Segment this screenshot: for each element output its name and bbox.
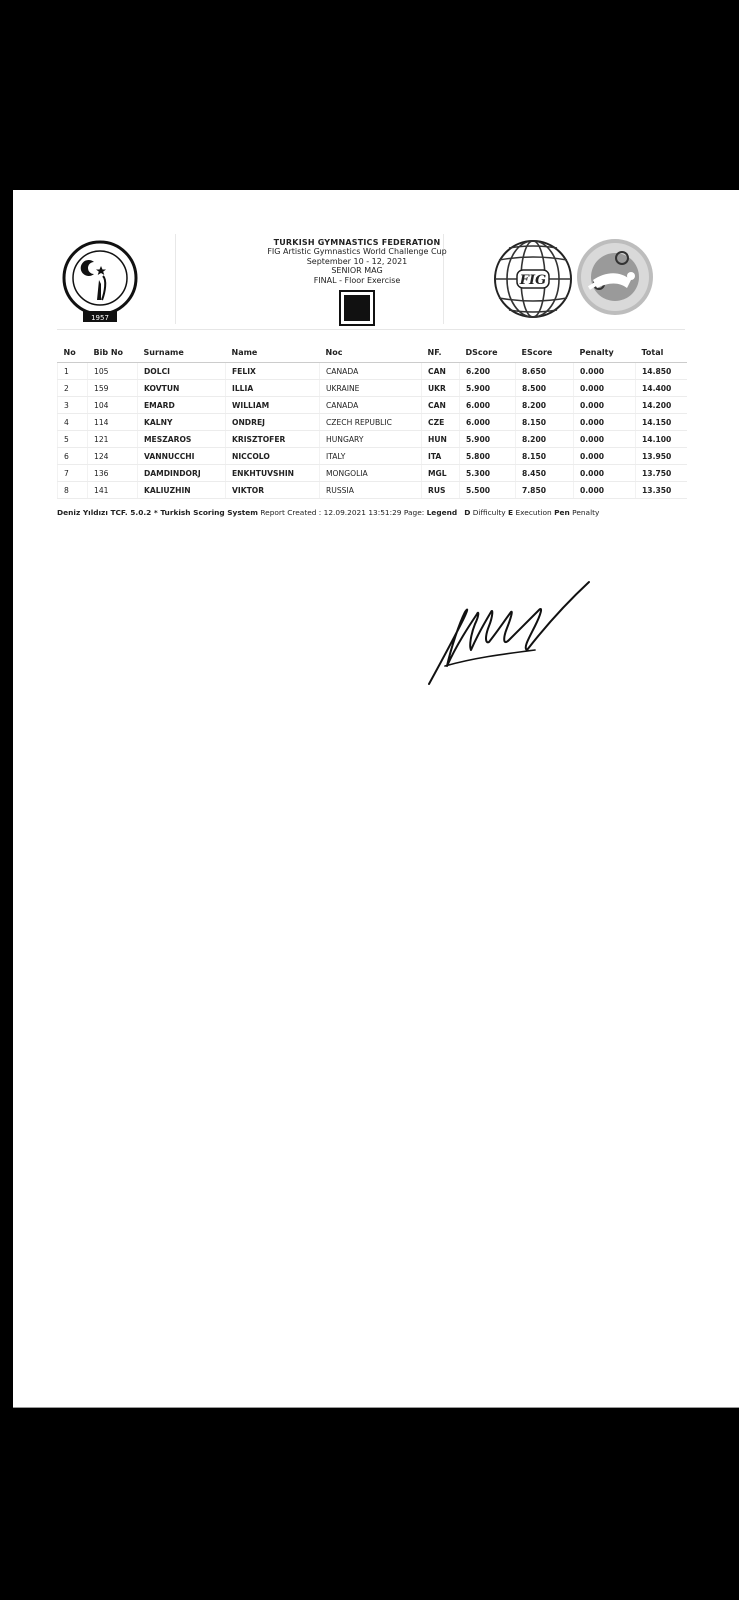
nf-cell: UKR (422, 380, 460, 397)
noc-cell: UKRAINE (320, 380, 422, 397)
bib-cell: 159 (88, 380, 138, 397)
rank-cell: 7 (58, 465, 88, 482)
table-row (58, 448, 688, 465)
nf-cell: HUN (422, 431, 460, 448)
name-cell: ILLIA (226, 380, 320, 397)
nf-cell: RUS (422, 482, 460, 499)
surname-cell: DAMDINDORJ (138, 465, 226, 482)
table-row (58, 431, 688, 448)
bib-cell: 114 (88, 414, 138, 431)
dscore-cell: 5.300 (460, 465, 516, 482)
escore-cell: 8.200 (516, 397, 574, 414)
penalty-cell: 0.000 (574, 363, 636, 380)
column-header: DScore (460, 342, 516, 363)
total-cell: 13.950 (636, 448, 688, 465)
rank-cell: 3 (58, 397, 88, 414)
dscore-cell: 5.800 (460, 448, 516, 465)
escore-cell: 8.150 (516, 414, 574, 431)
escore-cell: 8.200 (516, 431, 574, 448)
legend-pen-text: Penalty (569, 508, 600, 517)
table-row (58, 414, 688, 431)
rank-cell: 5 (58, 431, 88, 448)
column-header: Total (636, 342, 688, 363)
surname-cell: VANNUCCHI (138, 448, 226, 465)
bib-cell: 104 (88, 397, 138, 414)
event-round: FINAL - Floor Exercise (313, 275, 401, 285)
legend-d-text: Difficulty (470, 508, 509, 517)
apparatus-icon (339, 290, 375, 326)
bib-cell: 124 (88, 448, 138, 465)
bib-cell: 105 (88, 363, 138, 380)
penalty-cell: 0.000 (574, 482, 636, 499)
total-cell: 14.850 (636, 363, 688, 380)
total-cell: 13.350 (636, 482, 688, 499)
turkish-federation-logo (61, 240, 139, 324)
table-row (58, 380, 688, 397)
handwritten-signature (423, 570, 593, 690)
dscore-cell: 6.200 (460, 363, 516, 380)
surname-cell: DOLCI (138, 363, 226, 380)
logo-year: 1957 (91, 314, 109, 322)
legend-label: Legend (426, 508, 458, 517)
total-cell: 14.100 (636, 431, 688, 448)
fig-globe-logo (493, 238, 573, 320)
table-header-row (58, 342, 688, 363)
name-cell: WILLIAM (226, 397, 320, 414)
escore-cell: 8.150 (516, 448, 574, 465)
escore-cell: 8.650 (516, 363, 574, 380)
name-cell: ONDREJ (226, 414, 320, 431)
federation-title: TURKISH GYMNASTICS FEDERATION (273, 238, 441, 247)
nf-cell: ITA (422, 448, 460, 465)
column-header: Noc (320, 342, 422, 363)
document-header (57, 234, 685, 330)
dscore-cell: 5.500 (460, 482, 516, 499)
noc-cell: CANADA (320, 397, 422, 414)
surname-cell: EMARD (138, 397, 226, 414)
nf-cell: MGL (422, 465, 460, 482)
event-dates: September 10 - 12, 2021 (306, 256, 408, 266)
column-header: EScore (516, 342, 574, 363)
rank-cell: 6 (58, 448, 88, 465)
surname-cell: KALIUZHIN (138, 482, 226, 499)
legend-d-abbr: D (464, 508, 471, 517)
noc-cell: RUSSIA (320, 482, 422, 499)
noc-cell: HUNGARY (320, 431, 422, 448)
legend-pen-abbr: Pen (554, 508, 570, 517)
event-name: FIG Artistic Gymnastics World Challenge Cup (267, 247, 447, 256)
report-footer (57, 508, 599, 517)
noc-cell: ITALY (320, 448, 422, 465)
name-cell: NICCOLO (226, 448, 320, 465)
table-row (58, 397, 688, 414)
table-row (58, 363, 688, 380)
rank-cell: 4 (58, 414, 88, 431)
penalty-cell: 0.000 (574, 380, 636, 397)
escore-cell: 8.500 (516, 380, 574, 397)
noc-cell: MONGOLIA (320, 465, 422, 482)
table-row (58, 465, 688, 482)
penalty-cell: 0.000 (574, 397, 636, 414)
name-cell: KRISZTOFER (226, 431, 320, 448)
nf-cell: CZE (422, 414, 460, 431)
surname-cell: KOVTUN (138, 380, 226, 397)
total-cell: 14.200 (636, 397, 688, 414)
noc-cell: CZECH REPUBLIC (320, 414, 422, 431)
penalty-cell: 0.000 (574, 414, 636, 431)
name-cell: FELIX (226, 363, 320, 380)
bib-cell: 141 (88, 482, 138, 499)
penalty-cell: 0.000 (574, 465, 636, 482)
dscore-cell: 5.900 (460, 380, 516, 397)
dscore-cell: 6.000 (460, 414, 516, 431)
table-row (58, 482, 688, 499)
legend-e-abbr: E (508, 508, 514, 517)
total-cell: 14.150 (636, 414, 688, 431)
legend-e-text: Execution (513, 508, 555, 517)
gymnast-rings-logo (575, 236, 655, 318)
nf-cell: CAN (422, 363, 460, 380)
dscore-cell: 5.900 (460, 431, 516, 448)
column-header: Bib No (88, 342, 138, 363)
penalty-cell: 0.000 (574, 448, 636, 465)
event-title-block (187, 238, 527, 326)
results-document (13, 190, 739, 1408)
bib-cell: 121 (88, 431, 138, 448)
total-cell: 13.750 (636, 465, 688, 482)
dscore-cell: 6.000 (460, 397, 516, 414)
fig-logo-text: FIG (519, 273, 547, 288)
escore-cell: 7.850 (516, 482, 574, 499)
total-cell: 14.400 (636, 380, 688, 397)
column-header: No (58, 342, 88, 363)
column-header: Name (226, 342, 320, 363)
report-created-text: Report Created : 12.09.2021 13:51:29 Page: (258, 508, 427, 517)
name-cell: ENKHTUVSHIN (226, 465, 320, 482)
rank-cell: 1 (58, 363, 88, 380)
nf-cell: CAN (422, 397, 460, 414)
name-cell: VIKTOR (226, 482, 320, 499)
surname-cell: MESZAROS (138, 431, 226, 448)
escore-cell: 8.450 (516, 465, 574, 482)
column-header: Penalty (574, 342, 636, 363)
column-header: NF. (422, 342, 460, 363)
penalty-cell: 0.000 (574, 431, 636, 448)
bib-cell: 136 (88, 465, 138, 482)
rank-cell: 2 (58, 380, 88, 397)
noc-cell: CANADA (320, 363, 422, 380)
surname-cell: KALNY (138, 414, 226, 431)
column-header: Surname (138, 342, 226, 363)
results-table (57, 342, 687, 499)
rank-cell: 8 (58, 482, 88, 499)
event-category: SENIOR MAG (331, 266, 383, 276)
scoring-system-label: Deniz Yıldızı TCF. 5.0.2 * Turkish Scoring System (57, 508, 259, 517)
header-divider (175, 234, 176, 324)
